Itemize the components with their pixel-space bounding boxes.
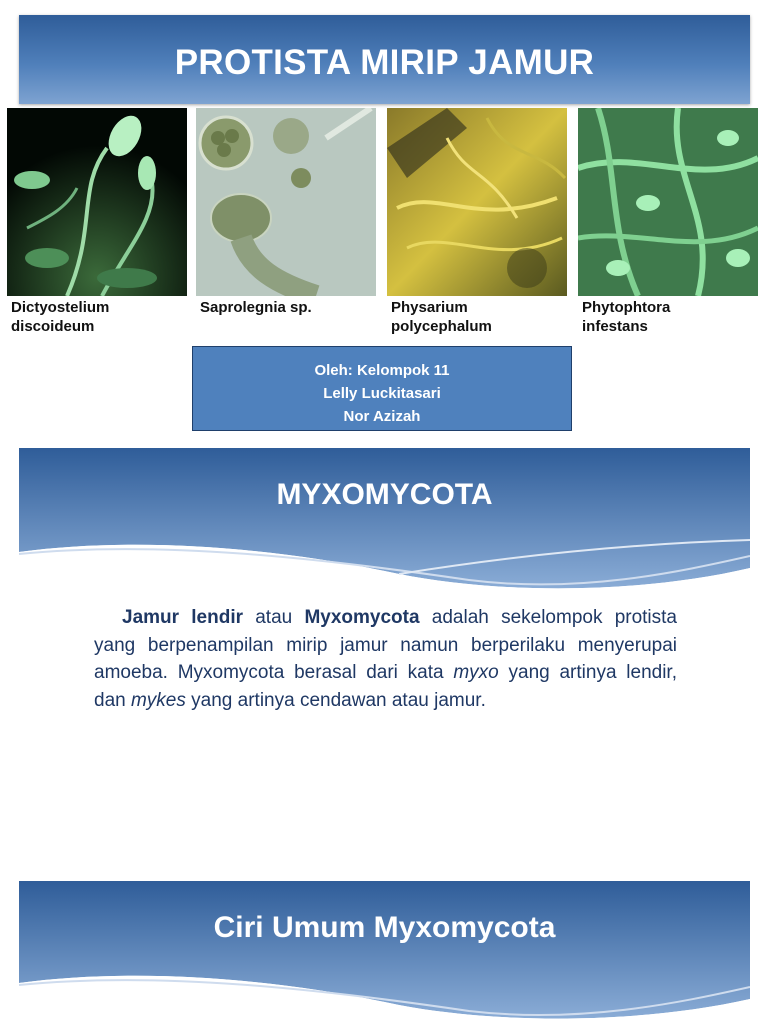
author-name: Lelly Luckitasari	[323, 385, 441, 402]
photo-caption: Phytophtora infestans	[582, 299, 671, 335]
dictyostelium-photo	[7, 108, 187, 296]
photo-dictyostelium	[7, 108, 187, 340]
section-header-ciri-umum	[19, 881, 750, 1024]
wave-background	[19, 448, 750, 594]
photo-physarium	[387, 108, 567, 340]
author-name: Nor Azizah	[343, 408, 421, 425]
photo-phytophtora	[578, 108, 758, 340]
section-title: MYXOMYCOTA	[276, 478, 493, 511]
text-run: atau	[243, 607, 305, 628]
title-banner	[19, 15, 750, 104]
photo-caption: Saprolegnia sp.	[200, 299, 312, 316]
section-header-myxomycota	[19, 448, 750, 594]
page-title: PROTISTA MIRIP JAMUR	[174, 43, 595, 82]
term-myxo: myxo	[453, 662, 499, 683]
physarium-photo	[387, 108, 567, 296]
photo-caption: Physarium polycephalum	[391, 299, 492, 335]
term-myxomycota: Myxomycota	[304, 607, 420, 628]
photo-caption: Dictyostelium discoideum	[11, 299, 110, 335]
phytophtora-photo	[578, 108, 758, 296]
term-jamur-lendir: Jamur lendir	[122, 607, 243, 628]
term-mykes: mykes	[130, 689, 186, 711]
photo-strip	[7, 108, 761, 340]
section-title: Ciri Umum Myxomycota	[213, 911, 556, 944]
group-label: Oleh: Kelompok 11	[314, 362, 450, 379]
photo-saprolegnia	[196, 108, 376, 340]
body-paragraph	[94, 604, 677, 714]
text-run: yang artinya cendawan atau jamur.	[185, 689, 486, 711]
text-run: adalah sekelompok protista yang berpenampilan mirip jamur namun berperilaku menyerupai amoeba. Myxomycota berasal dari kata	[94, 607, 677, 683]
wave-background	[19, 881, 750, 1024]
saprolegnia-photo	[196, 108, 376, 296]
authors-box	[192, 346, 572, 431]
text-run: yang artinya lendir, dan	[94, 662, 677, 711]
